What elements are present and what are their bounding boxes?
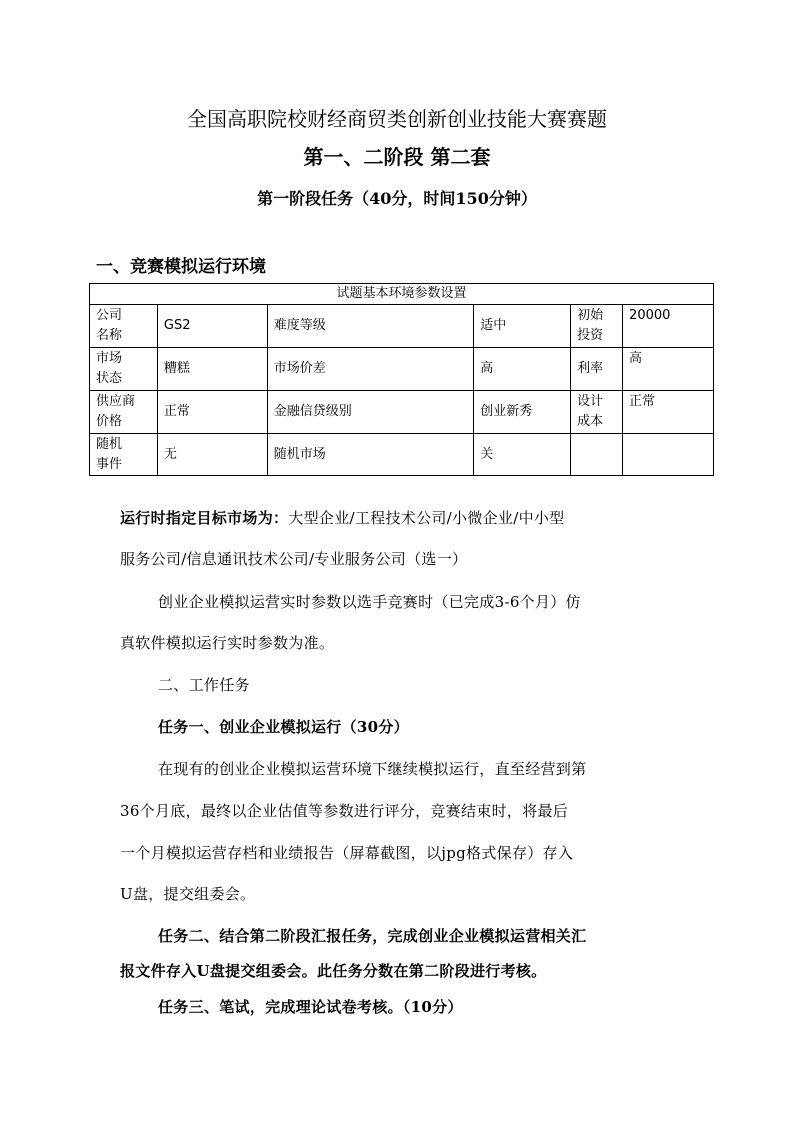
table-caption: 试题基本环境参数设置 bbox=[90, 284, 714, 305]
target-market-line-2: 服务公司/信息通讯技术公司/专业服务公司（选一） bbox=[120, 550, 468, 568]
task1-line-3: 一个月模拟运营存档和业绩报告（屏幕截图，以jpg格式保存）存入 bbox=[120, 844, 574, 862]
task1-heading: 任务一、创业企业模拟运行（30分） bbox=[158, 718, 409, 736]
table-cell: 随机 事件 bbox=[90, 434, 158, 476]
table-cell: 供应商 价格 bbox=[90, 391, 158, 434]
table-cell bbox=[623, 434, 714, 476]
table-cell: 难度等级 bbox=[267, 305, 474, 348]
stage-task-heading: 第一阶段任务（40分，时间150分钟） bbox=[257, 189, 537, 208]
section-heading-environment: 一、竞赛模拟运行环境 bbox=[96, 257, 266, 277]
table-row bbox=[90, 348, 714, 391]
param-note-line-2: 真软件模拟运行实时参数为准。 bbox=[120, 634, 335, 652]
table-cell: 正常 bbox=[157, 391, 267, 434]
section-heading-tasks: 二、工作任务 bbox=[158, 676, 250, 694]
document-subtitle: 第一、二阶段 第二套 bbox=[303, 145, 491, 169]
table-row bbox=[90, 434, 714, 476]
table-cell: 关 bbox=[474, 434, 571, 476]
table-cell: 市场 状态 bbox=[90, 348, 158, 391]
task1-line-4: U盘，提交组委会。 bbox=[120, 885, 256, 903]
table-cell: 高 bbox=[474, 348, 571, 391]
table-cell: 市场价差 bbox=[267, 348, 474, 391]
table-cell: 初始 投资 bbox=[571, 305, 623, 348]
table-cell bbox=[571, 434, 623, 476]
table-cell: 正常 bbox=[623, 391, 714, 434]
table-cell: 公司 名称 bbox=[90, 305, 158, 348]
table-cell: GS2 bbox=[157, 305, 267, 348]
table-cell: 利率 bbox=[571, 348, 623, 391]
table-row bbox=[90, 305, 714, 348]
table-cell: 高 bbox=[623, 348, 714, 391]
target-market-options: 大型企业/工程技术公司/小微企业/中小型 bbox=[288, 509, 565, 527]
table-row bbox=[90, 391, 714, 434]
table-cell: 设计 成本 bbox=[571, 391, 623, 434]
target-market-label: 运行时指定目标市场为： bbox=[120, 509, 289, 527]
table-cell: 糟糕 bbox=[157, 348, 267, 391]
task1-line-2: 36个月底，最终以企业估值等参数进行评分，竞赛结束时，将最后 bbox=[120, 802, 569, 820]
task2-line-2: 报文件存入U盘提交组委会。此任务分数在第二阶段进行考核。 bbox=[120, 962, 547, 980]
table-cell: 随机市场 bbox=[267, 434, 474, 476]
table-cell: 20000 bbox=[623, 305, 714, 348]
table-cell: 适中 bbox=[474, 305, 571, 348]
table-cell: 创业新秀 bbox=[474, 391, 571, 434]
parameter-table bbox=[89, 283, 714, 476]
table-cell: 金融信贷级别 bbox=[267, 391, 474, 434]
task2-line-1: 任务二、结合第二阶段汇报任务，完成创业企业模拟运营相关汇 bbox=[158, 927, 587, 945]
task3-line-1: 任务三、笔试，完成理论试卷考核。（10分） bbox=[158, 998, 463, 1016]
table-cell: 无 bbox=[157, 434, 267, 476]
target-market-line-1 bbox=[120, 507, 564, 528]
task1-line-1: 在现有的创业企业模拟运营环境下继续模拟运行，直至经营到第 bbox=[158, 760, 587, 778]
param-note-line-1: 创业企业模拟运营实时参数以选手竞赛时（已完成3-6个月）仿 bbox=[158, 593, 581, 611]
document-title: 全国高职院校财经商贸类创新创业技能大赛赛题 bbox=[187, 107, 607, 131]
